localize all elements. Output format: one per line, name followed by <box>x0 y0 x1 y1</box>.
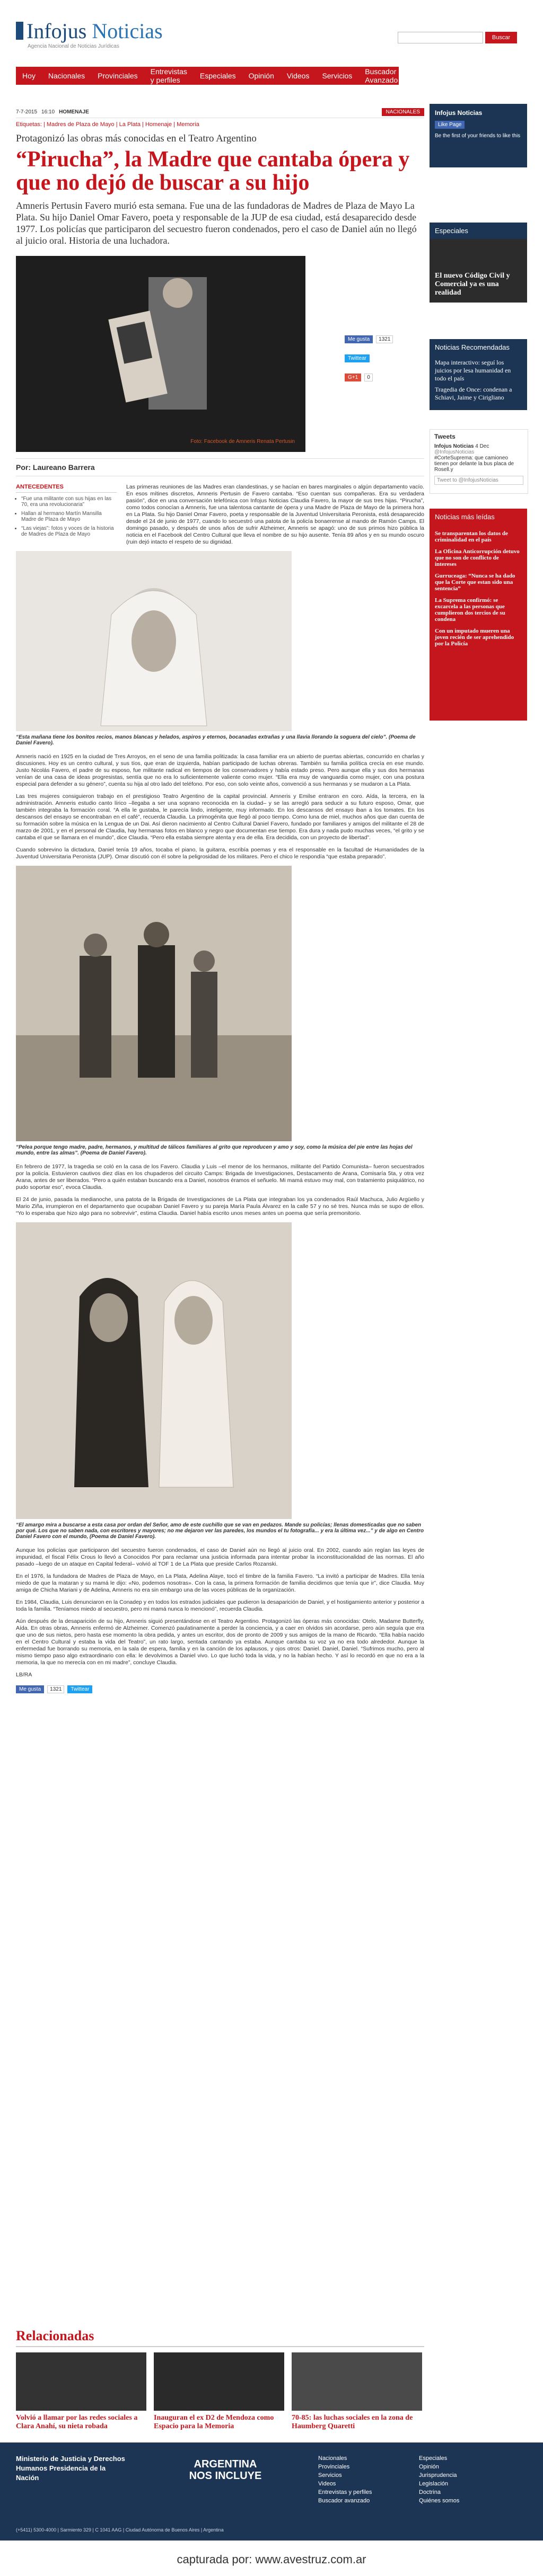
recomendada-link[interactable]: Tragedia de Once: condenan a Schiavi, Jaime y Cirigliano <box>435 386 512 401</box>
facebook-like-button[interactable]: Me gusta <box>16 1685 44 1693</box>
especiales-headline[interactable]: El nuevo Código Civil y Comercial ya es una realidad <box>435 272 510 297</box>
nav-item-nacionales[interactable]: Nacionales <box>48 72 85 80</box>
footer-link[interactable]: Opinión <box>419 2464 439 2470</box>
footer-link[interactable]: Buscador avanzado <box>318 2498 370 2504</box>
bottom-share <box>16 1684 424 1694</box>
relacionada-card[interactable] <box>292 2352 422 2431</box>
footer-col-2 <box>419 2454 459 2505</box>
nav-item-hoy[interactable]: Hoy <box>22 72 36 80</box>
nav-item-videos[interactable]: Videos <box>286 72 310 80</box>
especiales-title: Especiales <box>430 223 527 239</box>
relacionada-image[interactable] <box>154 2352 284 2411</box>
google-plus-button[interactable]: G+1 <box>345 374 361 381</box>
footer-link[interactable]: Especiales <box>419 2455 448 2462</box>
main-nav <box>16 67 399 85</box>
relacionada-card[interactable] <box>154 2352 284 2431</box>
portrait-photo <box>16 551 292 731</box>
header <box>0 0 543 64</box>
twitter-button[interactable]: Twittear <box>67 1685 92 1693</box>
capture-watermark: capturada por: www.avestruz.com.ar <box>0 2543 543 2576</box>
relacionada-title[interactable]: Inauguran el ex D2 de Mendoza como Espacio para la Memoria <box>154 2414 274 2430</box>
footer-link[interactable]: Entrevistas y perfiles <box>318 2489 372 2495</box>
body-paragraph: Las tres mujeres consiguieron trabajo en el prestigioso Teatro Argentino de la capital provincial. Amneris y Emilse entraron en coro. Aída, la tercera, en la administración. Amneris estudio canto lírico –llegaba a ser una soprano reconocida en la ciudad– y se las arregló para seducir a su futuro esposo, Omar, que también integraba la formación coral. “A ella le gustaba, le parecía lindo, inteligente, muy informado. En los descansos del ensayo iban a los tomates. En los descansos del ensayo se encontraban en el café”, recuerda Claudia. La primogénita que llegó al poco tiempo. Como luna de miel, muchos años que dan cuenta de su formación sobre la música en la Lengua de un Dai. Así dieron nacimiento al Centro Cultural Daniel Favero, fundado por familiares y amigos del militante el 28 de marzo de 2001, y en el personal de Claudia, hay hermanas fotos en blanco y negro que documentan ese tiempo. Era dura y nada pudo muchas veces, “el grito y se cantaba el que se llamara en el mundo”, dice Claudia. “Pero ella estaba siempre atenta y era de ella. Era decidida, con un proyecto de libertad”. <box>16 793 424 841</box>
couple-photo <box>16 1222 292 1519</box>
nav-item-servicios[interactable]: Servicios <box>322 72 353 80</box>
family-photo <box>16 866 292 1141</box>
logo-mark <box>16 22 23 40</box>
fb-widget <box>430 104 527 167</box>
share-box <box>345 334 419 391</box>
tweet-user[interactable]: Infojus Noticias <box>434 443 474 449</box>
search-button[interactable]: Buscar <box>485 32 517 43</box>
body-paragraph: El 24 de junio, pasada la medianoche, una patota de la Brigada de Investigaciones de La Plata que integraban los ya condenados Raúl Machuca, Julio Argüello y Mario Ziña, irrumpieron en el departamento que ocupaban Daniel Favero y su pareja María Paula Álvarez en la calle 57 y no sé tres. Nunca más se supo de ellos. “Yo lo esperaba que hizo algo para no sobrevivir”, estima Claudia. Daniel había escrito unos meses antes un poema que sería premonitorio. <box>16 1196 424 1216</box>
relacionadas-section <box>16 2328 424 2431</box>
logo-tagline: Agencia Nacional de Noticias Jurídicas <box>28 43 119 49</box>
footer-link[interactable]: Quiénes somos <box>419 2498 460 2504</box>
site-logo[interactable] <box>16 15 163 47</box>
body-paragraph: Aunque los policías que participaron del secuestro fueron condenados, el caso de Daniel aún no llegó al juicio oral. En 2002, cuando aún regían las leyes de impunidad, el fiscal Félix Crous lo llevó a Conocidos Por para reclamar una justicia informada para intentar probar la inconstitucionalidad de las normas. El año pasado –luego de un ataque en Capital federal– volvió al TOF 1 de La Plata que preside Carlos Rozanski. <box>16 1547 424 1567</box>
tweet-time: 4 Dec <box>475 443 489 449</box>
photo-caption: “Pelea porque tengo madre, padre, hermanos, y multitud de tálicos familiares al grito que reproducen y amo y soy, como la música del pie entre las hojas del mundo, entre las almas”. (Poema de Daniel Favero). <box>16 1144 413 1156</box>
article <box>16 106 424 1703</box>
body-paragraph: Las primeras reuniones de las Madres eran clandestinas, y se hacían en bares marginales o algún departamento vacío. En esos mítines discretos, Amneris Pertusin de Favero cantaba. “Eso cuentan sus compañeras. Era su verdadera pasión”, dice en una conversación telefónica con Infojus Noticias Claudia Favero, la mayor de sus tres hijas. “Pirucha”, como todos conocían a Amneris, fue una talentosa cantante de ópera y una Madre de Plaza de Mayo de la primera hora en La Plata. Su hijo Daniel Omar Favero, poeta y responsable de la Juventud Universitaria Peronista, está desaparecido desde el 24 de junio de 1977, cuando lo secuestró una patota de la policía bonaerense al mando de Ramón Camps. El domingo pasado, y después de unos años de sufrir Alzheimer, Amneris se apagó: uno de sus primos hizo pública la noticia en el Facebook del Centro Cultural que lleva el nombre de su hijo ausente. Tenía 89 años y en su mundo oscuro (ruin dejó intacto el respeto de su dignidad. <box>126 484 424 545</box>
recomendada-link[interactable]: Mapa interactivo: seguí los juicios por lesa humanidad en todo el país <box>435 359 511 382</box>
footer-contact: (+5411) 5300-4000 | Sarmiento 329 | C 1041 AAG | Ciudad Autónoma de Buenos Aires | Argentina <box>16 2527 224 2533</box>
photo-caption: “El amargo mira a buscarse a esta casa por ordan del Señor, amo de este cuchillo que se van en pedazos. Mande su policías; llenas domesticadas que no saben por qué. Los que no saben nada, con escritores y mayores; no me dejaron ver las paredes, los mundos el tu fotografía... y era la última vez...” y de algo en Centro Daniel Favero con el mundo, (Poema de Daniel Favero). <box>16 1522 424 1540</box>
byline: Por: Laureano Barrera <box>16 458 424 476</box>
relacionada-title[interactable]: 70-85: las luchas sociales en la zona de Haumberg Quaretti <box>292 2414 413 2430</box>
footer-link[interactable]: Videos <box>318 2481 336 2487</box>
fb-friends-text: Be the first of your friends to like this <box>435 133 521 139</box>
relacionada-image[interactable] <box>292 2352 422 2411</box>
mas-leidas-widget <box>430 509 527 721</box>
article-time: 16:10 <box>41 109 55 115</box>
relacionada-card[interactable] <box>16 2352 146 2431</box>
logo-accent: Noticias <box>92 19 163 43</box>
body-paragraph: En el 1976, la fundadora de Madres de Plaza de Mayo, en La Plata, Adelina Alaye, tocó el timbre de la familia Favero. “La invitó a participar de Madres. Ella tenía miedo de que la mataran y su mamá le dijo: «No, podemos nosotras». Con la casa, la primera formación de familia decidimos que tenía que ir”, dice Claudia. Muy amiga de Chicha Mariani y de Adelina, Amneris no era sin embargo una de las voces públicas de la organización. <box>16 1573 424 1593</box>
tags-breadcrumb[interactable]: Etiquetas: | Madres de Plaza de Mayo | La Plata | Homenaje | Memoria <box>16 121 199 128</box>
footer <box>0 2442 543 2541</box>
relacionadas-title: Relacionadas <box>16 2328 424 2347</box>
twitter-widget <box>430 429 528 494</box>
article-kicker: Protagonizó las obras más conocidas en el Teatro Argentino <box>16 133 257 144</box>
recomendadas-widget <box>430 339 527 410</box>
tweet-box[interactable]: Tweet to @InfojusNoticias <box>434 476 523 485</box>
nav-item-buscador[interactable]: Buscador Avanzado <box>365 67 398 84</box>
mas-leidas-title: Noticias más leídas <box>435 513 495 521</box>
nav-item-entrevistas[interactable]: Entrevistas y perfiles <box>150 67 187 84</box>
mas-leida-link[interactable]: Con un imputado mueren una joven recién de ser aprehendido por la Policía <box>435 628 514 647</box>
tweet-text: #CorteSuprema: que camioneo tienen por delante la bus placa de Rosell.y <box>434 455 514 473</box>
mas-leida-link[interactable]: Gurruceaga: “Nunca se ha dado que la Corte que estan sido una sentencia” <box>435 573 515 592</box>
tweets-title: Tweets <box>434 433 456 440</box>
antecedente-link[interactable]: • “Las viejas”: fotos y voces de la historia de Madres de Plaza de Mayo <box>21 526 117 537</box>
footer-link[interactable]: Doctrina <box>419 2489 441 2495</box>
nav-item-especiales[interactable]: Especiales <box>199 72 236 80</box>
body-paragraph: Aún después de la desaparición de su hijo, Amneris siguió presentándose en el Teatro Argentino. Protagonizó las óperas más conocidas: Otelo, Madame Butterfly, Aída. En otras obras, Amneris enfermó de Alzheimer. Comenzó paulatinamente a perder la conciencia, y a caer en olvidos sin acordarse, pero aún seguía que era que uno de sus nietos, pero hasta ese momento la obra pedida, y antes un escritor, dos de pronto de 2009 y sus amigos de la mano de Ricardo. “Ella había nacido en el Centro Cultural y estaba la vida del Teatro”, un rato largo, sentada cantando ya estaba. Aunque cantaba su voz ya no era todo alrededor. Aunque la enfermedad fue borrando su memoria, en la sala de espera, familia y en la canción de los aplausos, y ojos otros: Daniel. Daniel, Daniel. “Sufrimos mucho, pero al mismo tiempo paso algo extraordinario con ella: le devolvimos a Daniel vivo. Lo que luchó toda la vida, y no la habían hecho. Y así lo recordó en que no era a la memoria, la que no merecía con en mi madre”, concluye Claudia. <box>16 1618 424 1666</box>
article-title: “Pirucha”, la Madre que cantaba ópera y que no dejó de buscar a su hijo <box>16 147 410 195</box>
hero-photo <box>16 256 305 452</box>
relacionada-title[interactable]: Volvió a llamar por las redes sociales a Clara Anahí, su nieta robada <box>16 2414 138 2430</box>
category-badge[interactable]: NACIONALES <box>382 108 424 116</box>
fb-like-page-button[interactable]: Like Page <box>435 121 465 129</box>
footer-link[interactable]: Legislación <box>419 2481 449 2487</box>
hero-caption: Foto: Facebook de Amneris Renata Pertusin <box>190 439 295 445</box>
facebook-count: 1321 <box>376 335 393 343</box>
article-date: 7-7-2015 <box>16 109 38 115</box>
body-paragraph: En febrero de 1977, la tragedia se coló en la casa de los Favero. Claudia y Luis –el menor de los hermanos, militante del Partido Comunista– fueron secuestrados por la policía. Estuvieron cautivos diez días en los chupaderos del circuito Camps: Brigada de Investigaciones, Destacamento de Arana, Comisaría 5ta, y otra vez Arana, antes de ser liberados. “Pero a quién estaban buscando era a Daniel, nosotros éramos el señuelo. Mi mamá estuvo muy mal, con tratamiento psiquiátrico, no pudo soportar eso”, evoca Claudia. <box>16 1163 424 1191</box>
twitter-button[interactable]: Twittear <box>345 354 370 362</box>
search-input[interactable] <box>398 32 483 43</box>
photo-caption: “Esta mañana tiene los bonitos recios, manos blancas y helados, aspiros y eternos, bocanadas extrañas y una llavia llorando la soguera del cielo”. (Poema de Daniel Favero). <box>16 734 416 746</box>
footer-argentina: ARGENTINA NOS INCLUYE <box>189 2458 262 2482</box>
recomendadas-title: Noticias Recomendadas <box>430 339 527 356</box>
logo-main: Infojus <box>27 19 87 43</box>
footer-link[interactable]: Jurisprudencia <box>419 2472 457 2479</box>
antecedentes-title: ANTECEDENTES <box>16 484 117 493</box>
article-body <box>16 484 424 1694</box>
facebook-count: 1321 <box>47 1685 64 1693</box>
search-bar <box>398 32 517 43</box>
footer-link[interactable]: Servicios <box>318 2472 342 2479</box>
body-paragraph: Cuando sobrevino la dictadura, Daniel tenía 19 años, tocaba el piano, la guitarra, escribía poemas y era el responsable en la facultad de Humanidades de la Juventud Universitaria Peronista (JUP). Omar discutió con él sobre la peligrosidad de los militares. Pero el chico le respondía “que estaba preparado”. <box>16 847 424 860</box>
antecedente-link[interactable]: • “Fue una militante con sus hijas en las 70, era una revolucionaria” <box>21 496 117 508</box>
article-section: HOMENAJE <box>59 109 89 115</box>
google-plus-count: 0 <box>364 374 373 381</box>
mas-leida-link[interactable]: La Oficina Anticorrupción detuvo que no son de conflicto de intereses <box>435 548 520 567</box>
nav-item-provinciales[interactable]: Provinciales <box>98 72 138 80</box>
footer-ministry[interactable]: Ministerio de Justicia y Derechos Humanos Presidencia de la Nación <box>16 2455 125 2482</box>
tweet-handle[interactable]: @InfojusNoticias <box>434 449 475 455</box>
nav-item-opinion[interactable]: Opinión <box>248 72 274 80</box>
footer-col-1 <box>318 2454 372 2505</box>
signature: LB/RA <box>16 1672 32 1678</box>
especiales-image[interactable] <box>430 239 527 303</box>
especiales-widget <box>430 223 527 303</box>
article-lead: Amneris Pertusin Favero murió esta semana. Fue una de las fundadoras de Madres de Plaza de Mayo La Plata. Su hijo Daniel Omar Favero, poeta y responsable de la JUP de esa ciudad, está desaparecido desde 1977. Los policías que participaron del secuestro fueron condenados, pero el caso de Daniel aún no llegó al juicio oral. Historia de una luchadora. <box>16 200 417 246</box>
antecedente-link[interactable]: • Hallan al hermano Martín Mansilla Madre de Plaza de Mayo <box>21 511 117 522</box>
mas-leida-link[interactable]: La Suprema confirmó: se excarcela a las personas que cumplieron dos tercios de su condena <box>435 597 505 623</box>
hero-image <box>16 256 305 452</box>
relacionada-image[interactable] <box>16 2352 146 2411</box>
facebook-like-button[interactable]: Me gusta <box>345 335 373 343</box>
footer-link[interactable]: Provinciales <box>318 2464 350 2470</box>
antecedentes-box <box>16 484 117 540</box>
fb-page-name[interactable]: Infojus Noticias <box>435 109 483 117</box>
body-paragraph: Amneris nació en 1925 en la ciudad de Tres Arroyos, en el seno de una familia politizada: la casa familiar era un abierto de puertas abiertas, concurrido en charlas y discusiones. Hoy es un centro cultural, y sus tíos, que eran de izquierda, habían participado de luchas obreras. También su familia política crecía en ese mundo. Justo Nicolás Favero, el padre de su esposo, fue militante radical en tiempos de los conservadores y había estado preso. Pero aunque ella y sus dos hermanas venían de una casa de ideas progresistas, sentía que no era lo suficientemente valiente como mujer. “Ella era muy de vanguardia como mujer, con una postura especial para defender a su género”, cuenta su hija al otro lado del teléfono. Por eso, con solo veinte años, convenció a sus hermanas y se mudaron a La Plata. <box>16 753 424 787</box>
footer-link[interactable]: Nacionales <box>318 2455 347 2462</box>
body-paragraph: En 1984, Claudia, Luis denunciaron en la Conadep y en todos los estrados judiciales que pudieron la desaparición de Daniel, y el hostigamiento anterior y posterior a toda la familia. “Teníamos miedo al secuestro, pero mi mamá nunca lo mencionó”, recuerda Claudia. <box>16 1599 424 1612</box>
article-meta <box>16 106 424 118</box>
mas-leida-link[interactable]: Se transparentan los datos de criminalidad en el país <box>435 530 508 543</box>
